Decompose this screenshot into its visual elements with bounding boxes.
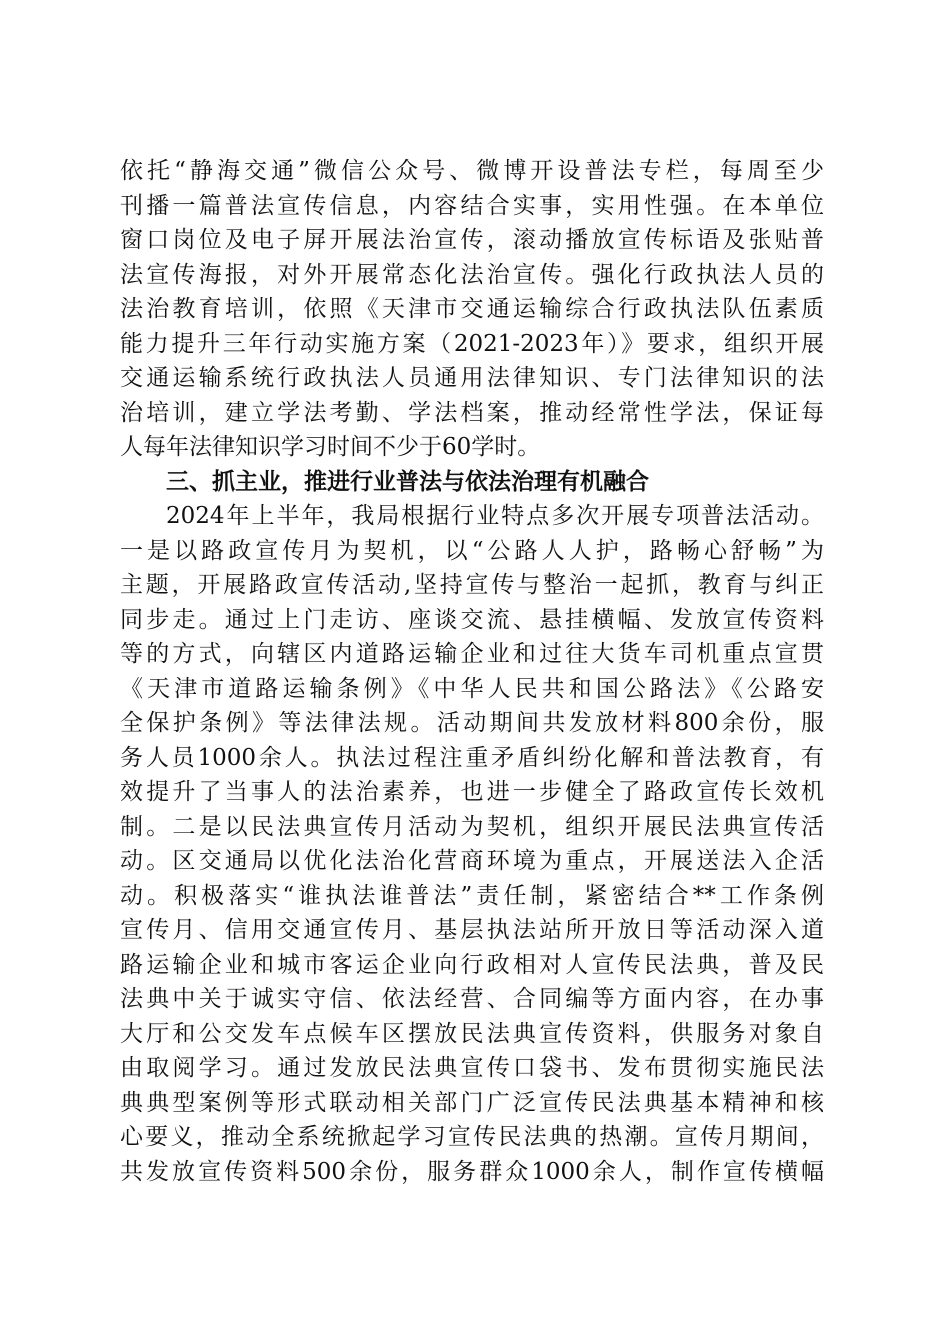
paragraph-1 <box>120 154 824 465</box>
paragraph-line: 法典中关于诚实守信、依法经营、合同编等方面内容，在办事 <box>120 986 824 1012</box>
paragraph-line: 主题，开展路政宣传活动,坚持宣传与整治一起抓，教育与纠正 <box>120 572 824 598</box>
paragraph-2 <box>120 499 824 1189</box>
paragraph-line: 动。积极落实“谁执法谁普法”责任制，紧密结合**工作条例 <box>120 882 824 909</box>
paragraph-line: 路运输企业和城市客运企业向行政相对人宣传民法典，普及民 <box>120 951 824 978</box>
paragraph-line: 窗口岗位及电子屏开展法治宣传，滚动播放宣传标语及张贴普 <box>120 227 824 253</box>
document-body <box>120 154 824 1189</box>
paragraph-line: 同步走。通过上门走访、座谈交流、悬挂横幅、发放宣传资料 <box>120 606 824 633</box>
paragraph-line: 全保护条例》等法律法规。活动期间共发放材料800余份，服 <box>120 710 824 736</box>
paragraph-line: 刊播一篇普法宣传信息，内容结合实事，实用性强。在本单位 <box>120 192 824 219</box>
paragraph-line: 宣传月、信用交通宣传月、基层执法站所开放日等活动深入道 <box>120 917 824 943</box>
paragraph-line: 交通运输系统行政执法人员通用法律知识、专门法律知识的法 <box>120 365 824 391</box>
paragraph-line: 由取阅学习。通过发放民法典宣传口袋书、发布贯彻实施民法 <box>120 1055 824 1081</box>
paragraph-line: 心要义，推动全系统掀起学习宣传民法典的热潮。宣传月期间， <box>120 1124 824 1150</box>
section-heading: 三、抓主业，推进行业普法与依法治理有机融合 <box>166 468 649 495</box>
paragraph-line: 一是以路政宣传月为契机，以“公路人人护，路畅心舒畅”为 <box>120 537 824 564</box>
paragraph-line: 依托“静海交通”微信公众号、微博开设普法专栏，每周至少 <box>120 158 824 184</box>
paragraph-line: 2024年上半年，我局根据行业特点多次开展专项普法活动。 <box>166 503 824 529</box>
paragraph-line: 等的方式，向辖区内道路运输企业和过往大货车司机重点宣贯 <box>120 641 824 667</box>
paragraph-line: 效提升了当事人的法治素养，也进一步健全了路政宣传长效机 <box>120 779 824 805</box>
paragraph-line: 法宣传海报，对外开展常态化法治宣传。强化行政执法人员的 <box>120 261 824 288</box>
paragraph-line: 制。二是以民法典宣传月活动为契机，组织开展民法典宣传活 <box>120 813 824 840</box>
paragraph-line: 典典型案例等形式联动相关部门广泛宣传民法典基本精神和核 <box>120 1089 824 1116</box>
paragraph-line: 法治教育培训，依照《天津市交通运输综合行政执法队伍素质 <box>120 296 824 322</box>
paragraph-line: 治培训，建立学法考勤、学法档案，推动经常性学法，保证每 <box>120 399 824 426</box>
paragraph-line: 动。区交通局以优化法治化营商环境为重点，开展送法入企活 <box>120 848 824 874</box>
paragraph-line: 《天津市道路运输条例》《中华人民共和国公路法》《公路安 <box>120 675 824 702</box>
paragraph-line: 能力提升三年行动实施方案（2021-2023年）》要求，组织开展 <box>120 330 824 357</box>
paragraph-line: 人每年法律知识学习时间不少于60学时。 <box>120 434 541 460</box>
paragraph-line: 大厅和公交发车点候车区摆放民法典宣传资料，供服务对象自 <box>120 1020 824 1047</box>
paragraph-line: 共发放宣传资料500余份，服务群众1000余人，制作宣传横幅 <box>120 1158 824 1185</box>
paragraph-line: 务人员1000余人。执法过程注重矛盾纠纷化解和普法教育，有 <box>120 744 824 771</box>
